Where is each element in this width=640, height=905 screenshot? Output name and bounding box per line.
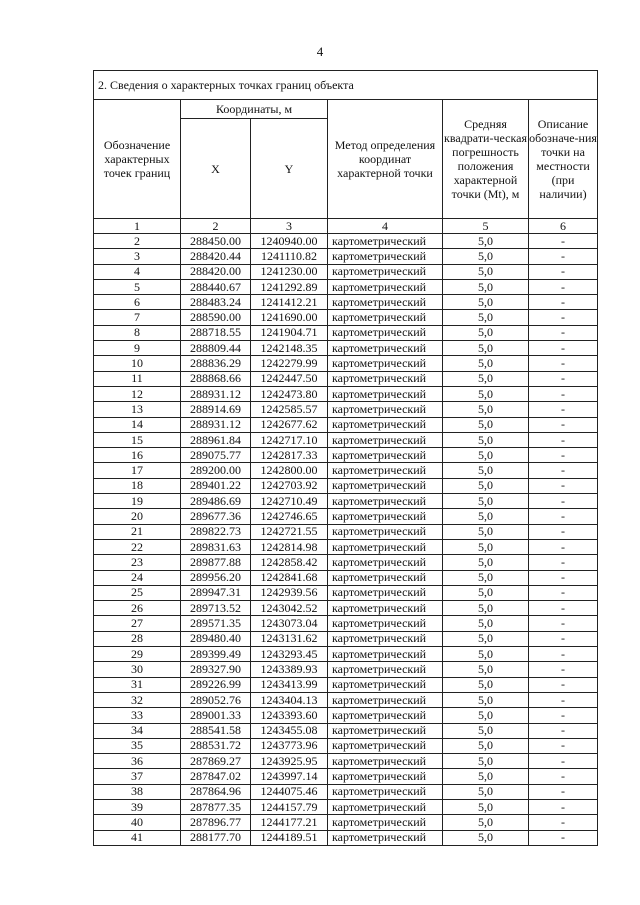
header-coordinates: Координаты, м <box>181 100 328 119</box>
y-cell: 1242148.35 <box>251 341 328 356</box>
x-cell: 289327.90 <box>181 662 251 677</box>
method-cell: картометрический <box>328 784 443 799</box>
error-cell: 5,0 <box>443 769 529 784</box>
description-cell: - <box>529 386 598 401</box>
method-cell: картометрический <box>328 570 443 585</box>
table-row <box>94 601 598 616</box>
point-cell: 40 <box>94 815 181 830</box>
point-cell: 27 <box>94 616 181 631</box>
x-cell: 289831.63 <box>181 539 251 554</box>
method-cell: картометрический <box>328 539 443 554</box>
y-cell: 1241230.00 <box>251 264 328 279</box>
description-cell: - <box>529 662 598 677</box>
method-cell: картометрический <box>328 386 443 401</box>
description-cell: - <box>529 448 598 463</box>
table-row <box>94 295 598 310</box>
table-row <box>94 249 598 264</box>
method-cell: картометрический <box>328 601 443 616</box>
y-cell: 1242841.68 <box>251 570 328 585</box>
table-row <box>94 279 598 294</box>
method-cell: картометрический <box>328 616 443 631</box>
table-row <box>94 769 598 784</box>
method-cell: картометрический <box>328 249 443 264</box>
description-cell: - <box>529 463 598 478</box>
point-cell: 30 <box>94 662 181 677</box>
error-cell: 5,0 <box>443 325 529 340</box>
point-cell: 6 <box>94 295 181 310</box>
x-cell: 289713.52 <box>181 601 251 616</box>
table-row <box>94 417 598 432</box>
x-cell: 287896.77 <box>181 815 251 830</box>
table-row <box>94 815 598 830</box>
table-row <box>94 662 598 677</box>
error-cell: 5,0 <box>443 509 529 524</box>
x-cell: 288914.69 <box>181 402 251 417</box>
method-cell: картометрический <box>328 555 443 570</box>
point-cell: 22 <box>94 539 181 554</box>
error-cell: 5,0 <box>443 647 529 662</box>
point-cell: 15 <box>94 432 181 447</box>
method-cell: картометрический <box>328 830 443 845</box>
error-cell: 5,0 <box>443 815 529 830</box>
description-cell: - <box>529 264 598 279</box>
section-title: 2. Сведения о характерных точках границ объекта <box>94 71 598 100</box>
method-cell: картометрический <box>328 463 443 478</box>
y-cell: 1242677.62 <box>251 417 328 432</box>
x-cell: 288809.44 <box>181 341 251 356</box>
header-error: Средняя квадрати-ческая погрешность положения характерной точки (Mt), м <box>443 100 529 219</box>
x-cell: 289401.22 <box>181 478 251 493</box>
method-cell: картометрический <box>328 478 443 493</box>
error-cell: 5,0 <box>443 310 529 325</box>
y-cell: 1244189.51 <box>251 830 328 845</box>
description-cell: - <box>529 601 598 616</box>
table-row <box>94 341 598 356</box>
point-cell: 29 <box>94 647 181 662</box>
table-row <box>94 264 598 279</box>
description-cell: - <box>529 708 598 723</box>
point-cell: 39 <box>94 799 181 814</box>
method-cell: картометрический <box>328 371 443 386</box>
description-cell: - <box>529 249 598 264</box>
method-cell: картометрический <box>328 295 443 310</box>
page-number: 4 <box>316 44 324 59</box>
table-body <box>94 234 598 846</box>
description-cell: - <box>529 738 598 753</box>
error-cell: 5,0 <box>443 463 529 478</box>
description-cell: - <box>529 325 598 340</box>
x-cell: 288718.55 <box>181 325 251 340</box>
error-cell: 5,0 <box>443 784 529 799</box>
table-row <box>94 555 598 570</box>
table-row <box>94 325 598 340</box>
y-cell: 1244075.46 <box>251 784 328 799</box>
x-cell: 289571.35 <box>181 616 251 631</box>
error-cell: 5,0 <box>443 692 529 707</box>
x-cell: 289001.33 <box>181 708 251 723</box>
error-cell: 5,0 <box>443 478 529 493</box>
y-cell: 1243773.96 <box>251 738 328 753</box>
point-cell: 25 <box>94 585 181 600</box>
table-row <box>94 570 598 585</box>
method-cell: картометрический <box>328 769 443 784</box>
method-cell: картометрический <box>328 279 443 294</box>
x-cell: 289877.88 <box>181 555 251 570</box>
description-cell: - <box>529 234 598 249</box>
method-cell: картометрический <box>328 494 443 509</box>
point-cell: 26 <box>94 601 181 616</box>
error-cell: 5,0 <box>443 402 529 417</box>
method-cell: картометрический <box>328 738 443 753</box>
y-cell: 1243404.13 <box>251 692 328 707</box>
column-number: 5 <box>443 219 529 234</box>
table-row <box>94 539 598 554</box>
point-cell: 13 <box>94 402 181 417</box>
x-cell: 288177.70 <box>181 830 251 845</box>
point-cell: 3 <box>94 249 181 264</box>
x-cell: 289200.00 <box>181 463 251 478</box>
error-cell: 5,0 <box>443 723 529 738</box>
point-cell: 19 <box>94 494 181 509</box>
y-cell: 1240940.00 <box>251 234 328 249</box>
y-cell: 1243393.60 <box>251 708 328 723</box>
x-cell: 288420.00 <box>181 264 251 279</box>
method-cell: картометрический <box>328 432 443 447</box>
description-cell: - <box>529 815 598 830</box>
point-cell: 33 <box>94 708 181 723</box>
error-cell: 5,0 <box>443 616 529 631</box>
table-row <box>94 647 598 662</box>
error-cell: 5,0 <box>443 754 529 769</box>
y-cell: 1243131.62 <box>251 631 328 646</box>
point-cell: 14 <box>94 417 181 432</box>
point-cell: 12 <box>94 386 181 401</box>
table-row <box>94 386 598 401</box>
error-cell: 5,0 <box>443 585 529 600</box>
y-cell: 1243293.45 <box>251 647 328 662</box>
y-cell: 1243455.08 <box>251 723 328 738</box>
column-number: 4 <box>328 219 443 234</box>
header-method: Метод определения координат характерной точки <box>328 100 443 219</box>
error-cell: 5,0 <box>443 631 529 646</box>
y-cell: 1244177.21 <box>251 815 328 830</box>
method-cell: картометрический <box>328 234 443 249</box>
description-cell: - <box>529 799 598 814</box>
table-row <box>94 448 598 463</box>
x-cell: 287847.02 <box>181 769 251 784</box>
error-cell: 5,0 <box>443 386 529 401</box>
description-cell: - <box>529 356 598 371</box>
point-cell: 20 <box>94 509 181 524</box>
x-cell: 288541.58 <box>181 723 251 738</box>
y-cell: 1242800.00 <box>251 463 328 478</box>
column-number: 3 <box>251 219 328 234</box>
table-row <box>94 234 598 249</box>
y-cell: 1243997.14 <box>251 769 328 784</box>
x-cell: 288868.66 <box>181 371 251 386</box>
x-cell: 287864.96 <box>181 784 251 799</box>
table-row <box>94 784 598 799</box>
error-cell: 5,0 <box>443 677 529 692</box>
table-row <box>94 830 598 845</box>
table-row <box>94 723 598 738</box>
description-cell: - <box>529 754 598 769</box>
x-cell: 288531.72 <box>181 738 251 753</box>
table-row <box>94 310 598 325</box>
table-row <box>94 616 598 631</box>
description-cell: - <box>529 509 598 524</box>
y-cell: 1242473.80 <box>251 386 328 401</box>
method-cell: картометрический <box>328 708 443 723</box>
y-cell: 1242585.57 <box>251 402 328 417</box>
method-cell: картометрический <box>328 677 443 692</box>
x-cell: 289947.31 <box>181 585 251 600</box>
description-cell: - <box>529 417 598 432</box>
table-row <box>94 708 598 723</box>
method-cell: картометрический <box>328 417 443 432</box>
table-row <box>94 692 598 707</box>
method-cell: картометрический <box>328 509 443 524</box>
description-cell: - <box>529 295 598 310</box>
method-cell: картометрический <box>328 356 443 371</box>
table-row <box>94 677 598 692</box>
error-cell: 5,0 <box>443 570 529 585</box>
table-row <box>94 754 598 769</box>
table-row <box>94 432 598 447</box>
y-cell: 1242447.50 <box>251 371 328 386</box>
description-cell: - <box>529 478 598 493</box>
error-cell: 5,0 <box>443 738 529 753</box>
x-cell: 289486.69 <box>181 494 251 509</box>
x-cell: 289075.77 <box>181 448 251 463</box>
error-cell: 5,0 <box>443 417 529 432</box>
description-cell: - <box>529 830 598 845</box>
y-cell: 1241904.71 <box>251 325 328 340</box>
error-cell: 5,0 <box>443 264 529 279</box>
method-cell: картометрический <box>328 402 443 417</box>
method-cell: картометрический <box>328 341 443 356</box>
y-cell: 1242939.56 <box>251 585 328 600</box>
point-cell: 11 <box>94 371 181 386</box>
y-cell: 1241412.21 <box>251 295 328 310</box>
description-cell: - <box>529 555 598 570</box>
method-cell: картометрический <box>328 662 443 677</box>
point-cell: 18 <box>94 478 181 493</box>
x-cell: 288483.24 <box>181 295 251 310</box>
method-cell: картометрический <box>328 692 443 707</box>
y-cell: 1242746.65 <box>251 509 328 524</box>
description-cell: - <box>529 494 598 509</box>
point-cell: 4 <box>94 264 181 279</box>
y-cell: 1241110.82 <box>251 249 328 264</box>
column-number: 1 <box>94 219 181 234</box>
description-cell: - <box>529 585 598 600</box>
y-cell: 1242721.55 <box>251 524 328 539</box>
error-cell: 5,0 <box>443 356 529 371</box>
error-cell: 5,0 <box>443 830 529 845</box>
error-cell: 5,0 <box>443 799 529 814</box>
error-cell: 5,0 <box>443 341 529 356</box>
point-cell: 8 <box>94 325 181 340</box>
method-cell: картометрический <box>328 754 443 769</box>
x-cell: 287877.35 <box>181 799 251 814</box>
point-cell: 23 <box>94 555 181 570</box>
table-row <box>94 371 598 386</box>
method-cell: картометрический <box>328 815 443 830</box>
y-cell: 1243925.95 <box>251 754 328 769</box>
y-cell: 1242858.42 <box>251 555 328 570</box>
y-cell: 1243389.93 <box>251 662 328 677</box>
point-cell: 7 <box>94 310 181 325</box>
x-cell: 288961.84 <box>181 432 251 447</box>
point-cell: 31 <box>94 677 181 692</box>
method-cell: картометрический <box>328 310 443 325</box>
y-cell: 1241292.89 <box>251 279 328 294</box>
y-cell: 1242717.10 <box>251 432 328 447</box>
error-cell: 5,0 <box>443 662 529 677</box>
point-cell: 9 <box>94 341 181 356</box>
y-cell: 1242814.98 <box>251 539 328 554</box>
x-cell: 288440.67 <box>181 279 251 294</box>
x-cell: 288450.00 <box>181 234 251 249</box>
x-cell: 287869.27 <box>181 754 251 769</box>
method-cell: картометрический <box>328 585 443 600</box>
header-description: Описание обозначе-ния точки на местности (при наличии) <box>529 100 598 219</box>
method-cell: картометрический <box>328 264 443 279</box>
point-cell: 34 <box>94 723 181 738</box>
error-cell: 5,0 <box>443 708 529 723</box>
description-cell: - <box>529 784 598 799</box>
header-x: X <box>181 119 251 219</box>
point-cell: 17 <box>94 463 181 478</box>
y-cell: 1242817.33 <box>251 448 328 463</box>
y-cell: 1243073.04 <box>251 616 328 631</box>
table-row <box>94 402 598 417</box>
point-cell: 10 <box>94 356 181 371</box>
point-cell: 36 <box>94 754 181 769</box>
x-cell: 289822.73 <box>181 524 251 539</box>
table-row <box>94 494 598 509</box>
description-cell: - <box>529 769 598 784</box>
y-cell: 1243042.52 <box>251 601 328 616</box>
error-cell: 5,0 <box>443 539 529 554</box>
table-row <box>94 585 598 600</box>
point-cell: 5 <box>94 279 181 294</box>
point-cell: 37 <box>94 769 181 784</box>
table-row <box>94 478 598 493</box>
boundary-points-table <box>93 70 598 846</box>
point-cell: 24 <box>94 570 181 585</box>
description-cell: - <box>529 692 598 707</box>
table-row <box>94 631 598 646</box>
y-cell: 1244157.79 <box>251 799 328 814</box>
description-cell: - <box>529 677 598 692</box>
description-cell: - <box>529 371 598 386</box>
x-cell: 289480.40 <box>181 631 251 646</box>
error-cell: 5,0 <box>443 279 529 294</box>
point-cell: 41 <box>94 830 181 845</box>
y-cell: 1243413.99 <box>251 677 328 692</box>
error-cell: 5,0 <box>443 295 529 310</box>
method-cell: картометрический <box>328 799 443 814</box>
y-cell: 1242279.99 <box>251 356 328 371</box>
column-number: 6 <box>529 219 598 234</box>
description-cell: - <box>529 402 598 417</box>
table-row <box>94 463 598 478</box>
method-cell: картометрический <box>328 524 443 539</box>
point-cell: 35 <box>94 738 181 753</box>
description-cell: - <box>529 647 598 662</box>
description-cell: - <box>529 310 598 325</box>
x-cell: 289226.99 <box>181 677 251 692</box>
method-cell: картометрический <box>328 325 443 340</box>
point-cell: 2 <box>94 234 181 249</box>
table-row <box>94 356 598 371</box>
error-cell: 5,0 <box>443 432 529 447</box>
table-row <box>94 738 598 753</box>
error-cell: 5,0 <box>443 249 529 264</box>
description-cell: - <box>529 279 598 294</box>
table-row <box>94 524 598 539</box>
method-cell: картометрический <box>328 631 443 646</box>
x-cell: 288931.12 <box>181 417 251 432</box>
description-cell: - <box>529 631 598 646</box>
column-number: 2 <box>181 219 251 234</box>
table-row <box>94 799 598 814</box>
point-cell: 38 <box>94 784 181 799</box>
method-cell: картометрический <box>328 647 443 662</box>
method-cell: картометрический <box>328 448 443 463</box>
description-cell: - <box>529 723 598 738</box>
description-cell: - <box>529 539 598 554</box>
y-cell: 1241690.00 <box>251 310 328 325</box>
x-cell: 289677.36 <box>181 509 251 524</box>
description-cell: - <box>529 616 598 631</box>
x-cell: 288590.00 <box>181 310 251 325</box>
header-point-designation: Обозначение характерных точек границ <box>94 100 181 219</box>
x-cell: 289956.20 <box>181 570 251 585</box>
x-cell: 289399.49 <box>181 647 251 662</box>
point-cell: 16 <box>94 448 181 463</box>
y-cell: 1242710.49 <box>251 494 328 509</box>
error-cell: 5,0 <box>443 448 529 463</box>
description-cell: - <box>529 432 598 447</box>
header-y: Y <box>251 119 328 219</box>
point-cell: 21 <box>94 524 181 539</box>
error-cell: 5,0 <box>443 371 529 386</box>
x-cell: 288836.29 <box>181 356 251 371</box>
description-cell: - <box>529 570 598 585</box>
description-cell: - <box>529 524 598 539</box>
column-number-row <box>94 219 598 234</box>
y-cell: 1242703.92 <box>251 478 328 493</box>
description-cell: - <box>529 341 598 356</box>
error-cell: 5,0 <box>443 524 529 539</box>
x-cell: 288420.44 <box>181 249 251 264</box>
error-cell: 5,0 <box>443 494 529 509</box>
point-cell: 28 <box>94 631 181 646</box>
x-cell: 288931.12 <box>181 386 251 401</box>
point-cell: 32 <box>94 692 181 707</box>
error-cell: 5,0 <box>443 555 529 570</box>
error-cell: 5,0 <box>443 234 529 249</box>
error-cell: 5,0 <box>443 601 529 616</box>
method-cell: картометрический <box>328 723 443 738</box>
x-cell: 289052.76 <box>181 692 251 707</box>
table-row <box>94 509 598 524</box>
